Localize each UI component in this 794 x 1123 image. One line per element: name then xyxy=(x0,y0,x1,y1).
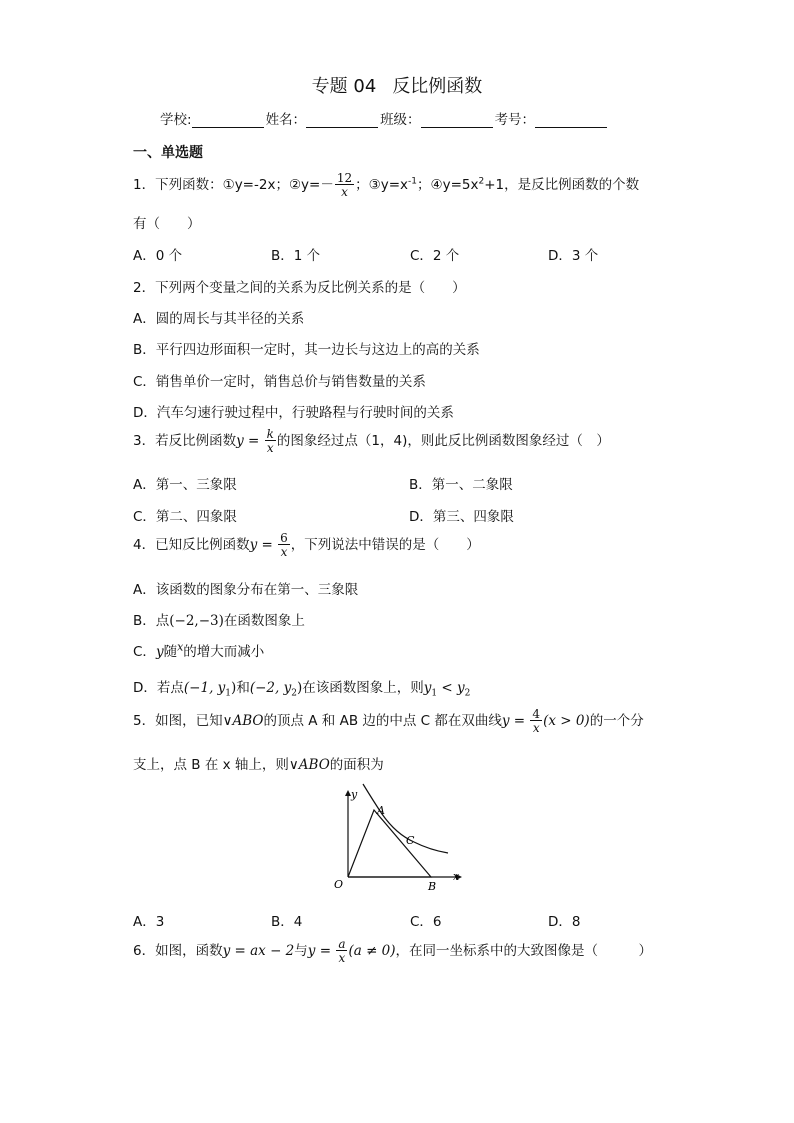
q5-eq: = xyxy=(509,713,530,729)
q4-optd-sub-1: 1 xyxy=(225,688,232,699)
q4-optb-text-b: 在函数图象上 xyxy=(223,613,305,629)
page-title xyxy=(0,72,794,98)
question-5-line-2 xyxy=(133,753,384,773)
q4-optc-text-a: C． xyxy=(133,644,156,660)
q3-option-d[interactable]: D．第三、四象限 xyxy=(409,509,514,525)
q2-option-c[interactable]: C．销售单价一定时，销售总价与销售数量的关系 xyxy=(133,374,426,390)
name-label: 姓名： xyxy=(265,112,307,128)
q1-frac-den: x xyxy=(335,184,354,198)
q1-text-b: ；③y=x xyxy=(355,177,409,193)
student-info-line xyxy=(160,108,609,128)
q5-label-c: C xyxy=(406,834,415,847)
q6-text-mid: 与 xyxy=(294,943,308,959)
q4-text-b: ，下列说法中错误的是（ ） xyxy=(290,537,480,553)
q3-frac-num: k xyxy=(266,427,274,441)
q1-option-c[interactable]: C．2 个 xyxy=(410,248,460,264)
q6-expr-1: y = ax − 2 xyxy=(222,943,295,959)
q1-frac-num: 12 xyxy=(336,171,353,185)
q4-fraction xyxy=(278,532,290,558)
section-heading: 一、单选题 xyxy=(133,145,203,161)
q2-option-a[interactable]: A．圆的周长与其半径的关系 xyxy=(133,311,305,327)
q6-var-y: y xyxy=(307,943,316,959)
question-1-line-2: 有（ ） xyxy=(133,216,201,232)
q3-text-a: 3．若反比例函数 xyxy=(133,433,237,449)
q4-optc-text-c: 的增大而减小 xyxy=(183,644,265,660)
q4-text-a: 4．已知反比例函数 xyxy=(133,537,250,553)
q3-option-c[interactable]: C．第二、四象限 xyxy=(133,509,237,525)
q5-label-y: y xyxy=(351,788,358,801)
q5-var-y: y xyxy=(501,713,510,729)
q1-sup-b: -1 xyxy=(408,176,418,187)
q5-line2-a: 支上，点 B 在 x 轴上，则 xyxy=(133,757,289,773)
question-5-stem xyxy=(133,708,644,734)
question-1-stem xyxy=(133,172,639,198)
q5-label-x: x xyxy=(453,870,460,883)
q1-option-a[interactable]: A．0 个 xyxy=(133,248,183,264)
q4-optc-var-y: y xyxy=(155,644,164,660)
q4-optb-text-a: B．点 xyxy=(133,613,170,629)
q6-condition: (a ≠ 0) xyxy=(348,943,396,959)
q6-frac-num: a xyxy=(338,937,346,951)
q2-option-b[interactable]: B．平行四边形面积一定时，其一边长与这边上的高的关系 xyxy=(133,342,480,358)
q2-option-d[interactable]: D．汽车匀速行驶过程中，行驶路程与行驶时间的关系 xyxy=(133,405,454,421)
q4-var-y: y xyxy=(249,537,258,553)
q4-option-a[interactable]: A．该函数的图象分布在第一、三象限 xyxy=(133,582,359,598)
q5-option-b[interactable]: B．4 xyxy=(271,914,303,930)
q5-label-a: A xyxy=(377,804,385,817)
q6-text-a: 6．如图，函数 xyxy=(133,943,223,959)
q4-optd-s2: 2 xyxy=(464,688,471,699)
q4-option-b[interactable] xyxy=(133,609,305,629)
q3-fraction xyxy=(265,428,276,454)
q6-fraction xyxy=(336,938,347,964)
q4-optb-point: (−2,−3) xyxy=(169,613,224,629)
class-blank[interactable] xyxy=(421,113,493,128)
q6-eq: = xyxy=(315,943,336,959)
question-6-stem xyxy=(133,938,652,964)
school-blank[interactable] xyxy=(192,113,264,128)
q3-frac-den: x xyxy=(265,440,276,454)
q4-option-d[interactable]: D．若点(−1, $y_1$)和(−2, $y_2$)在该函数图象上，则$y_1 < y_2$ xyxy=(133,680,471,699)
q5-figure xyxy=(330,780,470,892)
q5-frac-num: 4 xyxy=(532,707,541,721)
q4-optd-y1: y xyxy=(423,680,432,696)
q5-label-b: B xyxy=(428,880,437,892)
q4-optd-s1: 1 xyxy=(431,688,438,699)
q1-text-d: +1，是反比例函数的个数 xyxy=(484,177,640,193)
q4-optd-lt: < xyxy=(437,680,457,696)
title-part-1: 专题 04 xyxy=(311,76,377,97)
q5-text-a: 5．如图，已知 xyxy=(133,713,223,729)
title-part-2: 反比例函数 xyxy=(392,76,483,97)
q4-option-c[interactable] xyxy=(133,640,264,660)
q4-optd-text-a: D．若点 xyxy=(133,680,184,696)
exam-no-blank[interactable] xyxy=(535,113,607,128)
q1-option-b[interactable]: B．1 个 xyxy=(271,248,321,264)
question-3-stem xyxy=(133,428,610,454)
q5-option-d[interactable]: D．8 xyxy=(548,914,581,930)
q4-optd-sub-2: 2 xyxy=(291,688,297,699)
q3-text-b: 的图象经过点（1，4)，则此反比例函数图象经过（ ） xyxy=(276,433,610,449)
name-blank[interactable] xyxy=(306,113,378,128)
exam-no-label: 考号： xyxy=(494,112,536,128)
q4-eq: = xyxy=(257,537,278,553)
q5-condition: (x > 0) xyxy=(543,713,590,729)
q3-option-a[interactable]: A．第一、三象限 xyxy=(133,477,237,493)
question-4-stem xyxy=(133,532,480,558)
q4-optd-text-b: 在该函数图象上，则 xyxy=(302,680,424,696)
q5-text-b: 的顶点 A 和 AB 边的中点 C 都在双曲线 xyxy=(263,713,502,729)
q3-var-y: y xyxy=(236,433,244,449)
q1-fraction xyxy=(335,172,354,198)
q4-optc-text-b: 随 xyxy=(163,644,178,660)
q4-optc-var-x: x xyxy=(177,640,184,654)
q5-option-c[interactable]: C．6 xyxy=(410,914,442,930)
q1-option-d[interactable]: D．3 个 xyxy=(548,248,599,264)
q5-text-c: 的一个分 xyxy=(589,713,644,729)
question-2-stem: 2．下列两个变量之间的关系为反比例关系的是（ ） xyxy=(133,280,466,296)
class-label: 班级： xyxy=(380,112,421,128)
q6-frac-den: x xyxy=(336,950,347,964)
q5-option-a[interactable]: A．3 xyxy=(133,914,165,930)
q4-optd-y2: y xyxy=(457,680,465,696)
q5-line2-b: 的面积为 xyxy=(329,757,384,773)
q5-label-o: O xyxy=(334,878,344,891)
q3-eq: = xyxy=(243,433,264,449)
q4-frac-num: 6 xyxy=(280,531,288,545)
q5-fraction xyxy=(530,708,542,734)
q1-text-a: 1．下列函数：①y=-2x；②y=－ xyxy=(133,177,334,193)
q6-text-b: ，在同一坐标系中的大致图像是（ ） xyxy=(395,943,653,959)
q1-text-c: ；④y=5x xyxy=(417,177,479,193)
q4-optd-point-2: (−2, y xyxy=(249,680,292,696)
q4-frac-den: x xyxy=(278,544,290,558)
q1-sup-c: 2 xyxy=(478,176,485,187)
q5-triangle-2: ∨ABO xyxy=(288,757,330,773)
school-label: 学校: xyxy=(160,112,192,128)
q5-frac-den: x xyxy=(530,720,542,734)
q5-triangle-1: ∨ABO xyxy=(222,713,264,729)
q4-optd-point-1: (−1, y xyxy=(183,680,226,696)
q3-option-b[interactable]: B．第一、二象限 xyxy=(409,477,513,493)
q4-optd-and: 和 xyxy=(236,680,250,696)
